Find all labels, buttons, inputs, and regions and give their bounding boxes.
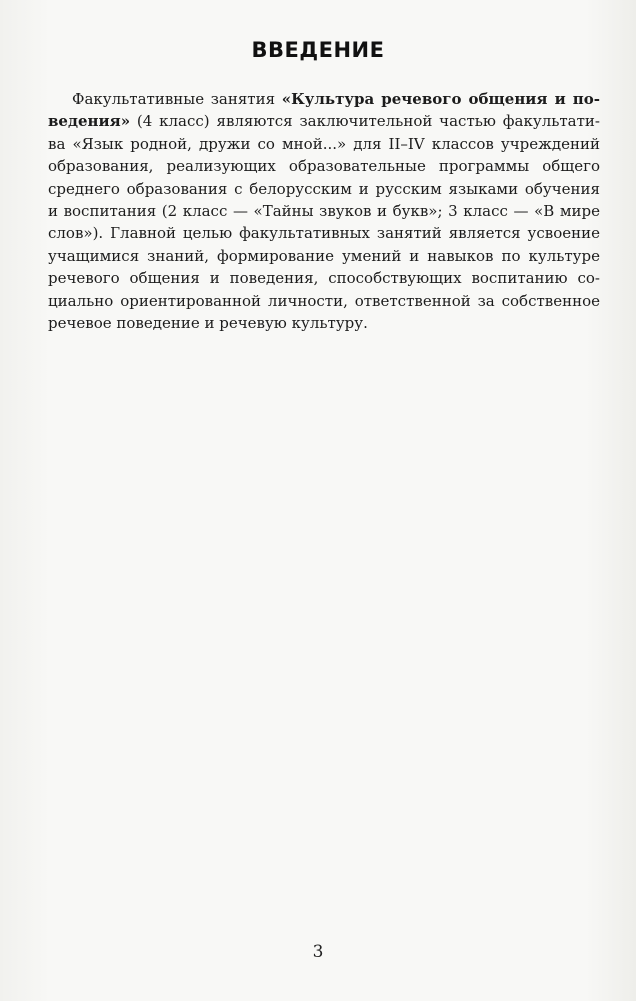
paragraph-line-1-text: Факультативные занятия <box>72 90 282 108</box>
paragraph-line-2 <box>48 110 600 132</box>
paragraph-line-1 <box>48 88 600 110</box>
paragraph-line-3: ва «Язык родной, дружи со мной...» для II–IV классов учреждений <box>48 134 600 153</box>
paragraph-line-2-text: (4 класс) являются заключительной частью факультати- <box>130 112 600 131</box>
page-heading: ВВЕДЕНИЕ <box>251 38 385 62</box>
course-title-part-1: «Культура речевого общения и по- <box>281 90 601 108</box>
paragraph-line-6: и воспитания (2 класс — «Тайны звуков и букв»; 3 класс — «В мире <box>48 202 600 221</box>
paragraph-line-11: речевое поведение и речевую культуру. <box>48 314 368 333</box>
paragraph-line-8: учащимися знаний, формирование умений и навыков по культуре <box>48 246 600 265</box>
intro-paragraph <box>48 88 600 334</box>
page-number: 3 <box>312 942 324 962</box>
course-title-part-2: ведения» <box>48 112 131 131</box>
paragraph-line-4: образования, реализующих образовательные программы общего <box>48 157 600 176</box>
paragraph-line-5: среднего образования с белорусским и русским языками обучения <box>48 179 600 198</box>
paragraph-line-10: циально ориентированной личности, ответственной за собственное <box>48 291 600 310</box>
paragraph-line-7: слов»). Главной целью факультативных занятий является усвоение <box>48 224 600 243</box>
paragraph-line-9: речевого общения и поведения, способствующих воспитанию со- <box>48 269 600 288</box>
